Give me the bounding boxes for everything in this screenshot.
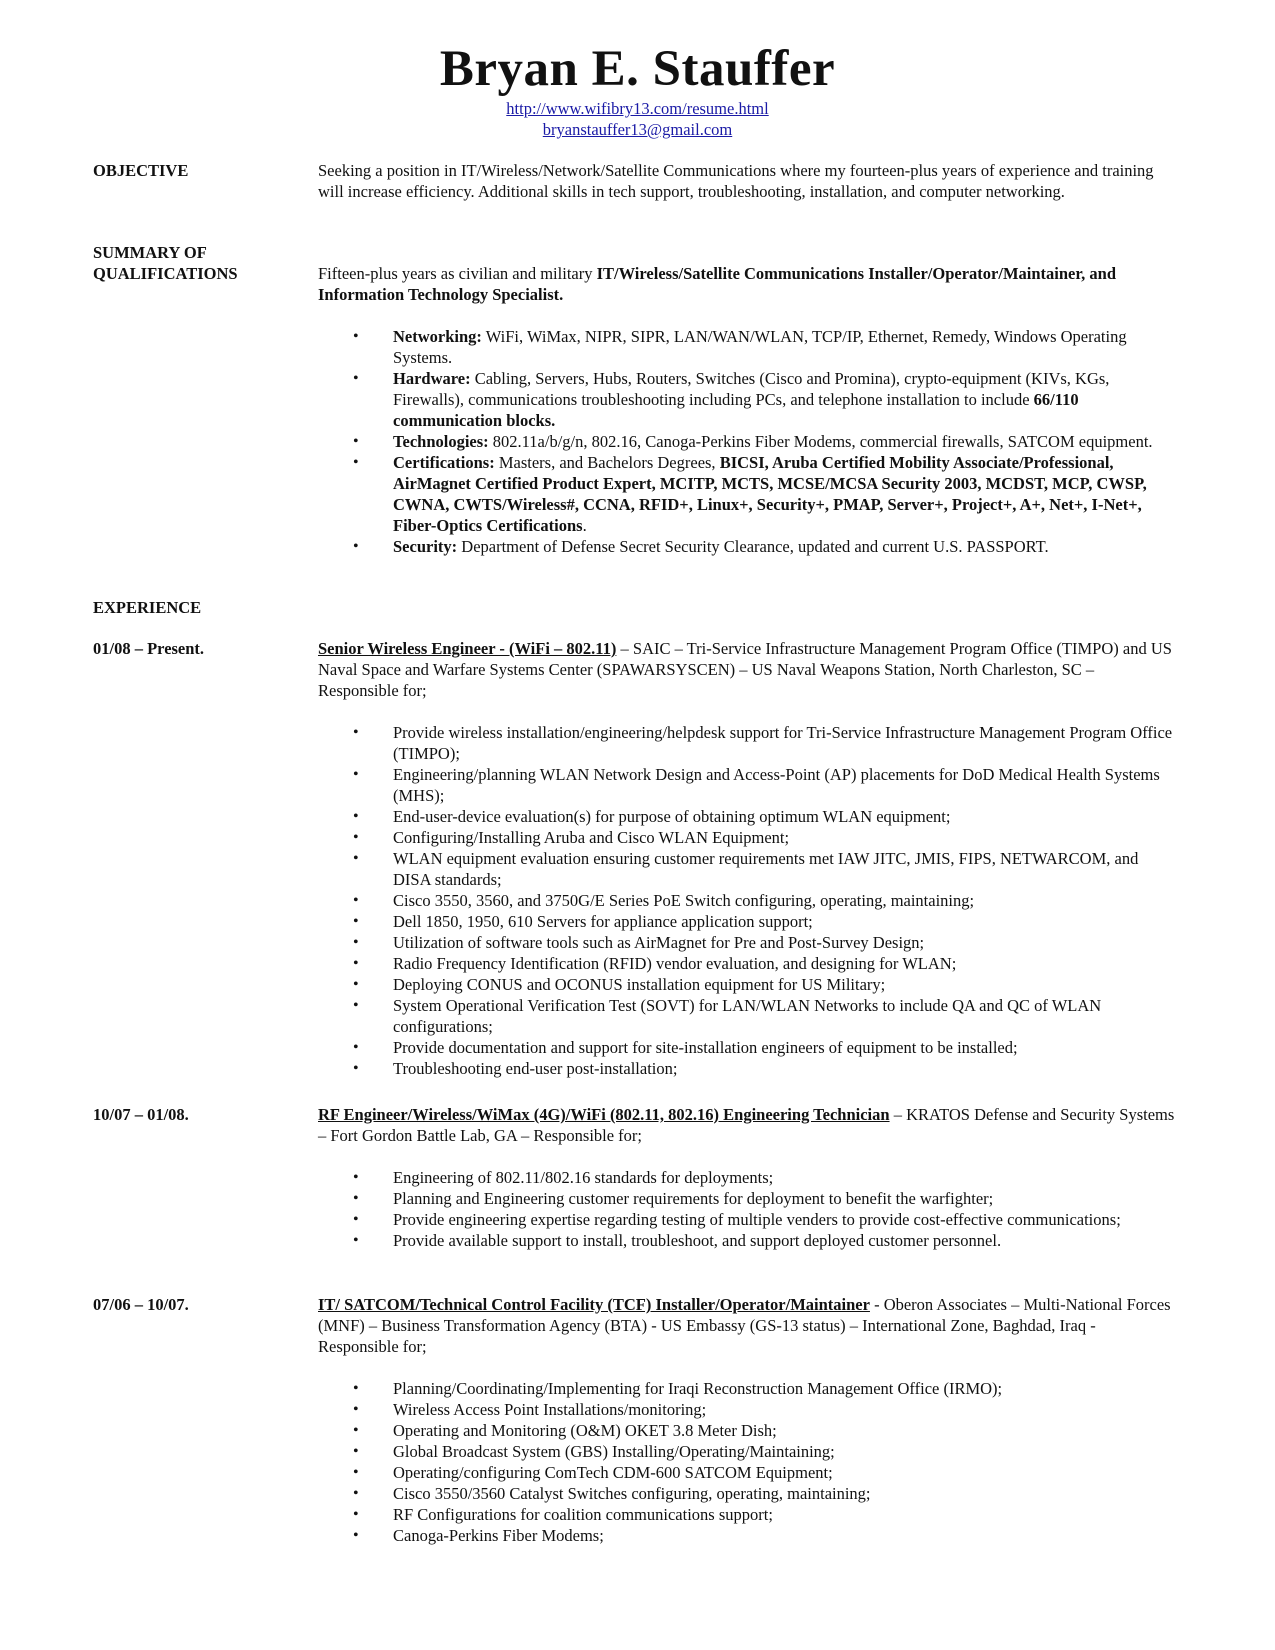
summary-label-line2: QUALIFICATIONS xyxy=(93,264,238,283)
list-item: • WLAN equipment evaluation ensuring customer requirements met IAW JITC, JMIS, FIPS, NETWARCOM, and DISA standards; xyxy=(318,848,1178,890)
list-item: • Provide documentation and support for site-installation engineers of equipment to be installed; xyxy=(318,1037,1178,1058)
job-duties-list xyxy=(318,1378,1178,1546)
list-item: • Provide engineering expertise regarding testing of multiple venders to provide cost-effective communications; xyxy=(318,1209,1178,1230)
list-item: • Deploying CONUS and OCONUS installation equipment for US Military; xyxy=(318,974,1178,995)
list-item: • Planning and Engineering customer requirements for deployment to benefit the warfighter; xyxy=(318,1188,1178,1209)
summary-label-line1: SUMMARY OF xyxy=(93,243,207,262)
job-duties-list xyxy=(318,722,1178,1079)
list-item: • Wireless Access Point Installations/monitoring; xyxy=(318,1399,1178,1420)
list-item: • Utilization of software tools such as AirMagnet for Pre and Post-Survey Design; xyxy=(318,932,1178,953)
list-item: • Canoga-Perkins Fiber Modems; xyxy=(318,1525,1178,1546)
summary-intro xyxy=(318,263,1178,305)
list-item: • Cisco 3550, 3560, and 3750G/E Series PoE Switch configuring, operating, maintaining; xyxy=(318,890,1178,911)
list-item: • Configuring/Installing Aruba and Cisco WLAN Equipment; xyxy=(318,827,1178,848)
candidate-name: Bryan E. Stauffer xyxy=(439,41,836,97)
contact-block xyxy=(0,98,1275,140)
job-duties-list xyxy=(318,1167,1178,1251)
list-item: • Operating and Monitoring (O&M) OKET 3.8 Meter Dish; xyxy=(318,1420,1178,1441)
job-header xyxy=(318,1294,1178,1357)
job-header xyxy=(318,1104,1178,1146)
list-item: • Radio Frequency Identification (RFID) vendor evaluation, and designing for WLAN; xyxy=(318,953,1178,974)
job-title: Senior Wireless Engineer - (WiFi – 802.11) xyxy=(318,639,617,658)
qualifications-list xyxy=(318,326,1178,557)
list-item: • RF Configurations for coalition communications support; xyxy=(318,1504,1178,1525)
list-item: • Provide wireless installation/engineering/helpdesk support for Tri-Service Infrastructure Management Program Office (TIMPO); xyxy=(318,722,1178,764)
experience-label: EXPERIENCE xyxy=(93,598,202,617)
job-date: 07/06 – 10/07. xyxy=(93,1295,189,1314)
list-item: • Networking: WiFi, WiMax, NIPR, SIPR, LAN/WAN/WLAN, TCP/IP, Ethernet, Remedy, Windows Operating Systems. xyxy=(318,326,1178,368)
job-description: – SAIC – Tri-Service Infrastructure Management Program Office (TIMPO) and US Naval Space and Warfare Systems Center (SPAWARSYSCEN) – US Naval Weapons Station, North Charleston, SC – Responsible for; xyxy=(318,639,1172,700)
objective-label: OBJECTIVE xyxy=(93,161,189,180)
job-date: 10/07 – 01/08. xyxy=(93,1105,189,1124)
list-item: • Global Broadcast System (GBS) Installing/Operating/Maintaining; xyxy=(318,1441,1178,1462)
list-item: • Cisco 3550/3560 Catalyst Switches configuring, operating, maintaining; xyxy=(318,1483,1178,1504)
job-header xyxy=(318,638,1178,701)
summary-label xyxy=(93,242,303,284)
list-item: • Operating/configuring ComTech CDM-600 SATCOM Equipment; xyxy=(318,1462,1178,1483)
job-description: – KRATOS Defense and Security Systems – Fort Gordon Battle Lab, GA – Responsible for; xyxy=(318,1105,1175,1145)
website-link[interactable]: http://www.wifibry13.com/resume.html xyxy=(506,99,769,118)
email-link[interactable]: bryanstauffer13@gmail.com xyxy=(542,120,733,139)
list-item: • Planning/Coordinating/Implementing for Iraqi Reconstruction Management Office (IRMO); xyxy=(318,1378,1178,1399)
job-title: RF Engineer/Wireless/WiMax (4G)/WiFi (802.11, 802.16) Engineering Technician xyxy=(318,1105,890,1124)
job-date: 01/08 – Present. xyxy=(93,639,205,658)
list-item: • Engineering of 802.11/802.16 standards for deployments; xyxy=(318,1167,1178,1188)
objective-text: Seeking a position in IT/Wireless/Network/Satellite Communications where my fourteen-plus years of experience and training will increase efficiency. Additional skills in tech support, troubleshooting, installation, and computer networking. xyxy=(318,161,1154,201)
list-item: • Troubleshooting end-user post-installation; xyxy=(318,1058,1178,1079)
job-description: - Oberon Associates – Multi-National Forces (MNF) – Business Transformation Agency (BTA) - US Embassy (GS-13 status) – International Zone, Baghdad, Iraq - Responsible for; xyxy=(318,1295,1171,1356)
job-title: IT/ SATCOM/Technical Control Facility (TCF) Installer/Operator/Maintainer xyxy=(318,1295,870,1314)
list-item: • Hardware: Cabling, Servers, Hubs, Routers, Switches (Cisco and Promina), crypto-equipment (KIVs, KGs, Firewalls), communications troubleshooting including PCs, and telephone installation to include 66/110 communication blocks. xyxy=(318,368,1178,431)
summary-intro-bold: IT/Wireless/Satellite Communications Installer/Operator/Maintainer, and Information Technology Specialist. xyxy=(318,264,1117,304)
resume-header xyxy=(0,40,1275,140)
list-item: • Provide available support to install, troubleshoot, and support deployed customer personnel. xyxy=(318,1230,1178,1251)
list-item: • Engineering/planning WLAN Network Design and Access-Point (AP) placements for DoD Medical Health Systems (MHS); xyxy=(318,764,1178,806)
summary-intro-plain: Fifteen-plus years as civilian and military xyxy=(318,264,597,283)
list-item: • Certifications: Masters, and Bachelors Degrees, BICSI, Aruba Certified Mobility Associate/Professional, AirMagnet Certified Product Expert, MCITP, MCTS, MCSE/MCSA Security 2003, MCDST, MCP, CWSP, CWNA, CWTS/Wireless#, CCNA, RFID+, Linux+, Security+, PMAP, Server+, Project+, A+, Net+, I-Net+, Fiber-Optics Certifications. xyxy=(318,452,1178,536)
list-item: • Security: Department of Defense Secret Security Clearance, updated and current U.S. PASSPORT. xyxy=(318,536,1178,557)
list-item: • System Operational Verification Test (SOVT) for LAN/WLAN Networks to include QA and QC of WLAN configurations; xyxy=(318,995,1178,1037)
list-item: • End-user-device evaluation(s) for purpose of obtaining optimum WLAN equipment; xyxy=(318,806,1178,827)
list-item: • Dell 1850, 1950, 610 Servers for appliance application support; xyxy=(318,911,1178,932)
list-item: • Technologies: 802.11a/b/g/n, 802.16, Canoga-Perkins Fiber Modems, commercial firewalls, SATCOM equipment. xyxy=(318,431,1178,452)
